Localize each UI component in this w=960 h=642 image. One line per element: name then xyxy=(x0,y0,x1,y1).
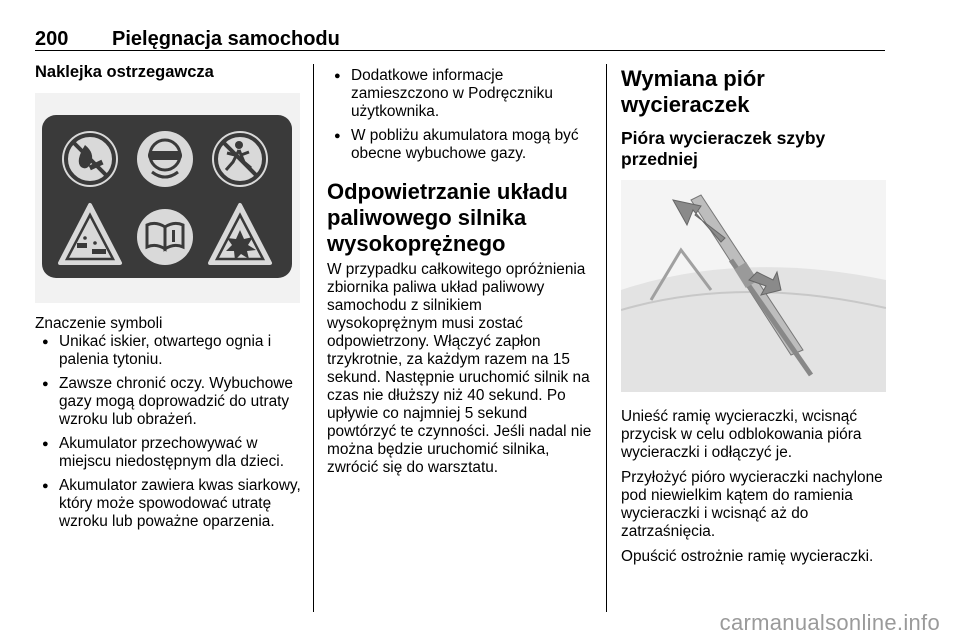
page-header xyxy=(35,28,885,52)
wiper-illustration xyxy=(621,180,886,392)
section-heading: Wymiana piór wycieraczek xyxy=(621,66,765,117)
symbols-intro: Znaczenie symboli xyxy=(35,315,163,332)
list-item: ● Akumulator przechowywać w miejscu niedostępnym dla dzieci. xyxy=(35,435,303,471)
column-right xyxy=(621,62,889,566)
list-item: ● Akumulator zawiera kwas siarkowy, który może spowodować utratę wzroku lub poważne oparzenia. xyxy=(35,477,303,531)
column-middle xyxy=(327,62,595,477)
body-paragraph: Przyłożyć pióro wycieraczki nachylone pod niewielkim kątem do ramienia wycieraczki i wcisnąć aż do zatrzaśnięcia. xyxy=(621,469,883,540)
no-fire-icon xyxy=(62,131,118,187)
list-item: ● Unikać iskier, otwartego ognia i palenia tytoniu. xyxy=(35,333,303,369)
keep-children-away-icon xyxy=(212,131,268,187)
body-paragraph: Opuścić ostrożnie ramię wycieraczki. xyxy=(621,548,874,565)
list-item: ● W pobliżu akumulatora mogą być obecne wybuchowe gazy. xyxy=(327,127,595,163)
info-list xyxy=(327,67,595,163)
column-left xyxy=(35,62,303,531)
wiper-photo xyxy=(621,180,886,392)
warning-sticker-figure xyxy=(35,93,300,303)
subsection-heading: Pióra wycieraczek szyby przedniej xyxy=(621,128,826,169)
section-heading: Naklejka ostrzegawcza xyxy=(35,63,214,81)
column-divider xyxy=(313,64,314,612)
chapter-title: Pielęgnacja samochodu xyxy=(112,28,340,50)
section-heading: Odpowietrzanie układu paliwowego silnika wysokoprężnego xyxy=(327,179,568,256)
body-paragraph: W przypadku całkowitego opróżnienia zbiornika paliwa układ paliwowy samochodu z silnikiem wysokoprężnym musi zostać odpowietrzony. Włączyć zapłon trzykrotnie, za każdym razem na 15 sekund. Następnie uruchomić silnik na czas nie dłuższy niż 40 sekund. Po upływie co najmniej 5 sekund powtórzyć te czynności. Jeśli nadal nie można będzie uruchomić silnika, zwrócić się do warsztatu. xyxy=(327,261,592,476)
eye-protection-icon xyxy=(137,131,193,187)
header-rule xyxy=(35,50,885,51)
watermark: carmanualsonline.info xyxy=(719,610,940,635)
body-paragraph: Unieść ramię wycieraczki, wcisnąć przycisk w celu odblokowania pióra wycieraczki i odłączyć je. xyxy=(621,408,862,461)
symbol-list xyxy=(35,333,303,531)
read-manual-icon xyxy=(137,209,193,265)
column-divider xyxy=(606,64,607,612)
list-item: ● Zawsze chronić oczy. Wybuchowe gazy mogą doprowadzić do utraty wzroku lub obrażeń. xyxy=(35,375,303,429)
page-number: 200 xyxy=(35,28,69,50)
warning-sticker xyxy=(35,93,300,303)
list-item: ● Dodatkowe informacje zamieszczono w Podręczniku użytkownika. xyxy=(327,67,595,121)
